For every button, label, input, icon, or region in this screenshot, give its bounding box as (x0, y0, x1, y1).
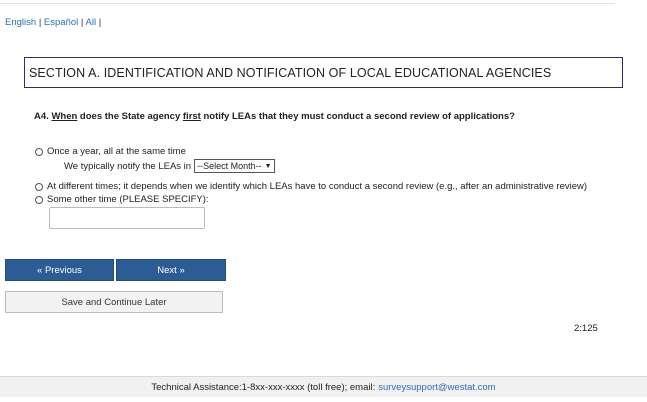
page-number: 2:125 (574, 323, 598, 334)
question-number: A4. (34, 111, 49, 122)
section-title: SECTION A. IDENTIFICATION AND NOTIFICATION OF LOCAL EDUCATIONAL AGENCIES (24, 57, 623, 88)
option-different-times[interactable] (35, 181, 587, 192)
language-english-link[interactable]: English (5, 17, 37, 28)
question-text (34, 111, 515, 122)
option-other-label: Some other time (PLEASE SPECIFY): (47, 194, 209, 205)
notify-month-label: We typically notify the LEAs in (64, 160, 192, 172)
language-separator: | (98, 17, 102, 28)
month-select-value: --Select Month-- (197, 161, 262, 171)
language-selector (5, 17, 101, 28)
language-all-link[interactable]: All (85, 17, 97, 28)
question-part1: does the State agency (77, 111, 183, 122)
option-other-time[interactable] (35, 194, 209, 205)
language-separator: | (80, 17, 84, 28)
option-once-label: Once a year, all at the same time (47, 146, 186, 157)
question-part2: notify LEAs that they must conduct a second review of applications? (200, 111, 515, 122)
month-select[interactable] (194, 159, 274, 173)
radio-other-time[interactable] (35, 196, 43, 204)
chevron-down-icon: ▼ (264, 162, 272, 170)
question-first: first (182, 111, 201, 122)
language-spanish-link[interactable]: Español (43, 17, 79, 28)
top-divider (0, 3, 615, 4)
option-once-a-year[interactable] (35, 146, 186, 157)
save-continue-later-button[interactable]: Save and Continue Later (5, 291, 223, 313)
footer-text: Technical Assistance:1-8xx-xxx-xxxx (toll free); email: (151, 381, 376, 393)
radio-once-a-year[interactable] (35, 148, 43, 156)
option-different-label: At different times; it depends when we identify which LEAs have to conduct a second review (e.g., after an administrative review) (47, 181, 588, 192)
question-when: When (51, 111, 78, 122)
support-email-link[interactable]: surveysupport@westat.com (378, 381, 496, 393)
next-button[interactable]: Next » (116, 259, 226, 281)
notify-month-row (64, 159, 275, 173)
previous-button[interactable]: « Previous (5, 259, 114, 281)
language-separator: | (38, 17, 42, 28)
radio-different-times[interactable] (35, 183, 43, 191)
footer (0, 376, 647, 397)
specify-input[interactable] (49, 207, 205, 229)
